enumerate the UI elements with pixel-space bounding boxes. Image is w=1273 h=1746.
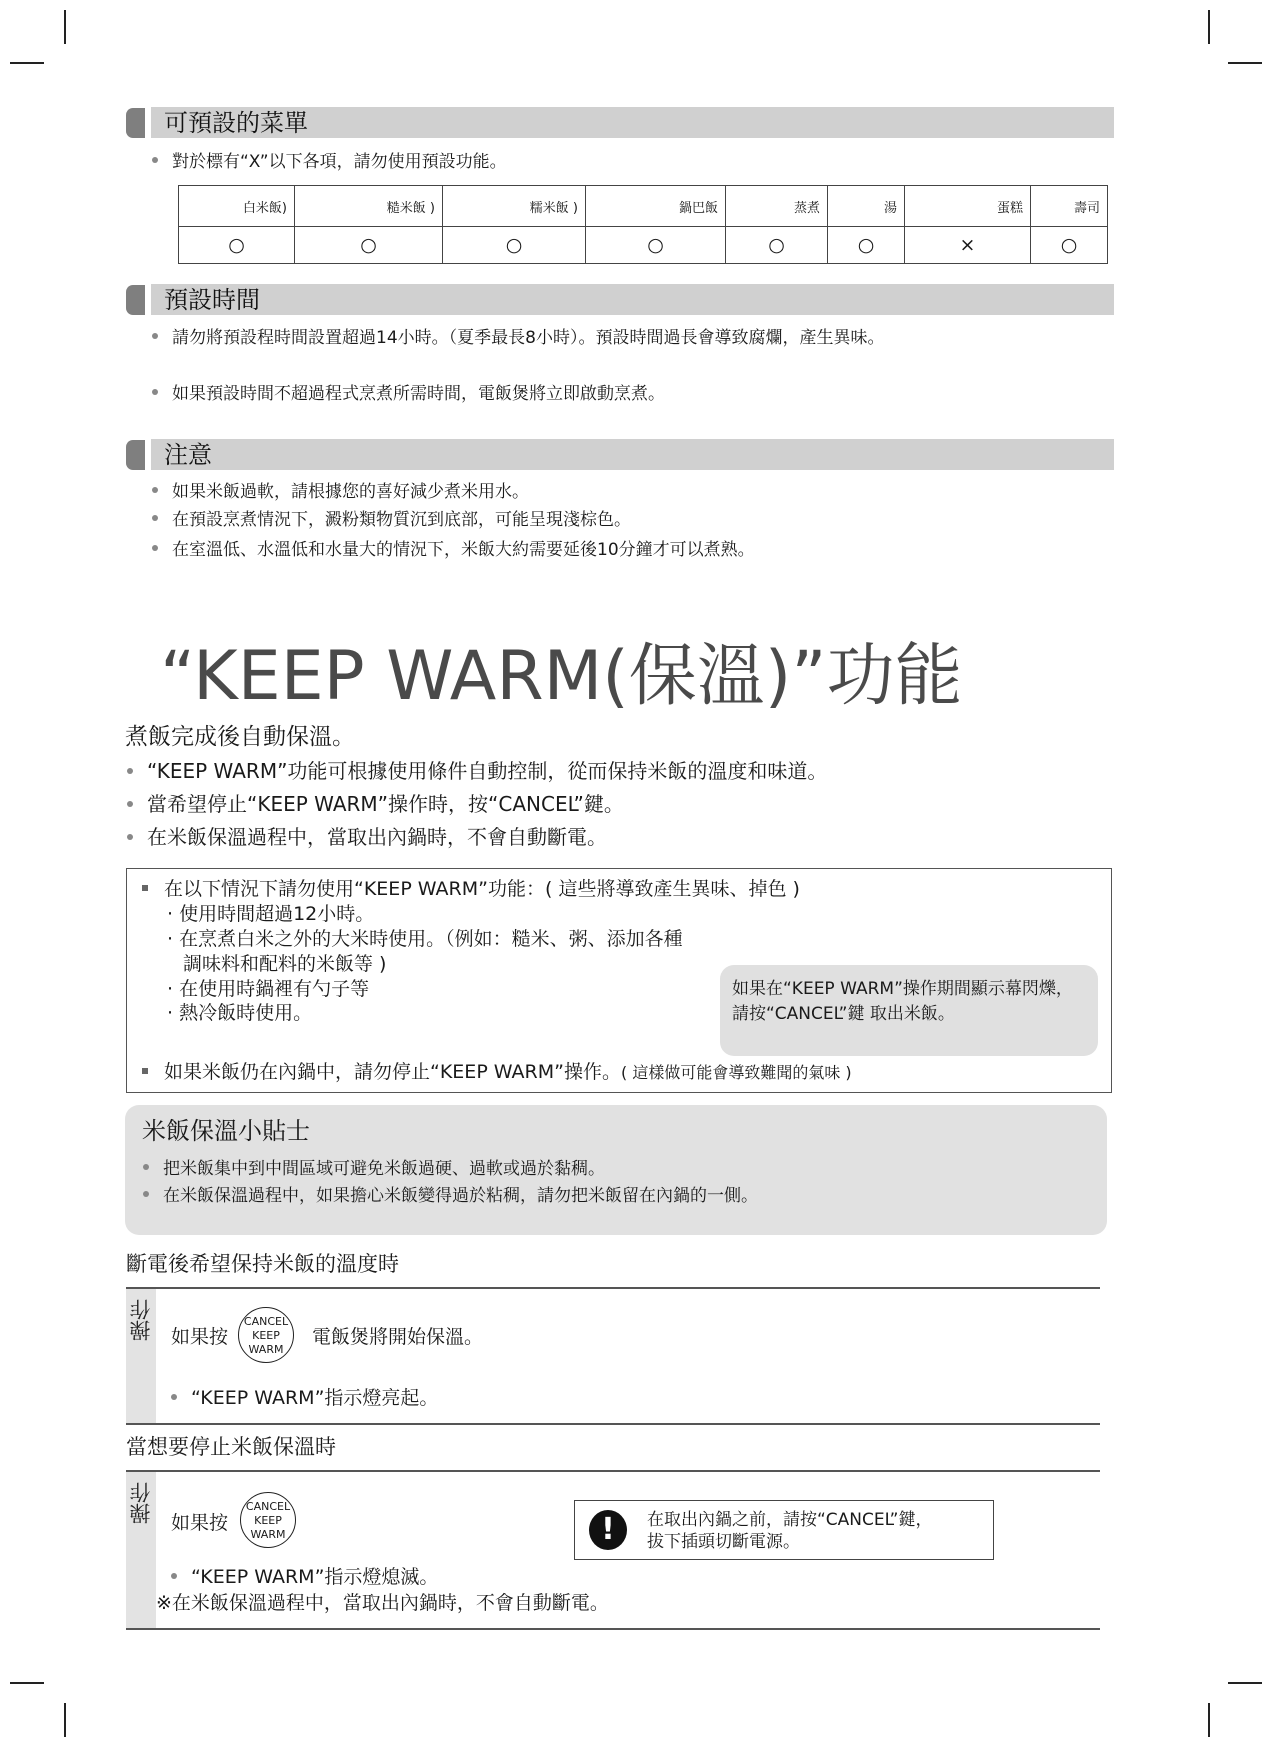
usage-warning-box — [126, 868, 1112, 1093]
bullet-item: 在室溫低、水溫低和水量大的情況下，米飯大約需要延後10分鐘才可以煮熟。 — [152, 538, 755, 562]
bullet-item: “KEEP WARM”指示燈熄滅。 — [171, 1564, 438, 1590]
tips-item: 把米飯集中到中間區域可避免米飯過硬、過軟或過於黏稠。 — [143, 1157, 605, 1181]
table-header: 鍋巴飯 — [586, 186, 726, 227]
section-title: 預設時間 — [164, 286, 260, 314]
bullet-item: 如果預設時間不超過程式烹煮所需時間，電飯煲將立即啟動烹煮。 — [152, 382, 665, 406]
unplug-warning-box — [574, 1500, 994, 1560]
callout-line: 請按“CANCEL”鍵 取出米飯。 — [732, 1004, 955, 1024]
box-line: 如果米飯仍在內鍋中，請勿停止“KEEP WARM”操作。( 這樣做可能會導致難聞的氣味 ) — [142, 1059, 852, 1086]
crop-mark — [10, 1682, 44, 1684]
crop-mark — [64, 10, 66, 44]
bullet-item: “KEEP WARM”指示燈亮起。 — [171, 1385, 438, 1411]
operation-block-start — [126, 1287, 1100, 1425]
warning-line: 在取出內鍋之前，請按“CANCEL”鍵， — [647, 1510, 933, 1530]
instruction-text: 如果按 — [171, 1512, 229, 1534]
page-title: “KEEP WARM(保溫)”功能 — [160, 637, 963, 716]
bullet-item: 請勿將預設程時間設置超過14小時。（夏季最長8小時）。預設時間過長會導致腐爛，產生異味。 — [152, 326, 884, 350]
box-line: · 熱冷飯時使用。 — [167, 1002, 313, 1024]
subtitle: 煮飯完成後自動保溫。 — [125, 724, 355, 750]
callout-line: 如果在“KEEP WARM”操作期間顯示幕閃爍， — [732, 979, 1073, 999]
box-line: 在以下情況下請勿使用“KEEP WARM”功能：( 這些將導致產生異味、掉色 ) — [142, 876, 800, 902]
table-header: 壽司 — [1031, 186, 1108, 227]
bullet-item: 如果米飯過軟，請根據您的喜好減少煮米用水。 — [152, 480, 529, 504]
tips-item: 在米飯保溫過程中，如果擔心米飯變得過於粘稠，請勿把米飯留在內鍋的一側。 — [143, 1184, 758, 1208]
table-header: 糙米飯 ) — [295, 186, 443, 227]
operation-heading: 斷電後希望保持米飯的溫度時 — [126, 1252, 399, 1276]
section-bar — [151, 284, 1114, 315]
table-header-row — [179, 186, 1108, 227]
table-cell: ○ — [1031, 227, 1108, 264]
table-header: 白米飯) — [179, 186, 295, 227]
bullet-item: “KEEP WARM”功能可根據使用條件自動控制，從而保持米飯的溫度和味道。 — [127, 757, 827, 785]
preset-menu-table — [178, 185, 1108, 264]
section-title: 可預設的菜單 — [164, 109, 308, 137]
tips-panel — [125, 1105, 1107, 1235]
instruction-text: 如果按 — [171, 1326, 229, 1348]
footnote: ※在米飯保溫過程中，當取出內鍋時，不會自動斷電。 — [156, 1592, 609, 1614]
section-header-caution — [126, 438, 1114, 470]
operation-heading: 當想要停止米飯保溫時 — [126, 1435, 336, 1459]
box-line: · 在烹煮白米之外的大米時使用。（例如：糙米、粥、添加各種 — [167, 928, 683, 950]
section-tab — [126, 285, 145, 315]
section-header-preset-time — [126, 283, 1114, 315]
box-line: · 在使用時鍋裡有勺子等 — [167, 978, 370, 1000]
section-tab — [126, 108, 145, 138]
table-cell: ○ — [586, 227, 726, 264]
crop-mark — [1228, 62, 1262, 64]
crop-mark — [64, 1703, 66, 1737]
table-header: 蛋糕 — [905, 186, 1031, 227]
crop-mark — [1208, 1703, 1210, 1737]
cancel-keep-warm-button-icon: CANCEL KEEP WARM — [238, 1307, 294, 1363]
operation-side-label: 操作 — [126, 1289, 156, 1423]
table-cell: ○ — [295, 227, 443, 264]
box-line: 調味料和配料的米飯等 ) — [183, 953, 387, 975]
tips-title: 米飯保溫小貼士 — [142, 1117, 310, 1145]
table-cell: ○ — [828, 227, 905, 264]
warning-line: 拔下插頭切斷電源。 — [647, 1532, 800, 1552]
instruction-text: 電飯煲將開始保溫。 — [312, 1326, 484, 1348]
crop-mark — [1208, 10, 1210, 44]
bullet-note: 對於標有“X”以下各項，請勿使用預設功能。 — [152, 150, 507, 174]
section-title: 注意 — [164, 441, 212, 469]
section-tab — [126, 440, 145, 470]
section-bar — [151, 439, 1114, 470]
table-cell: × — [905, 227, 1031, 264]
callout-note — [720, 965, 1098, 1056]
table-header: 糯米飯 ) — [443, 186, 586, 227]
table-header: 蒸煮 — [726, 186, 828, 227]
box-line: · 使用時間超過12小時。 — [167, 903, 375, 925]
table-cell: ○ — [443, 227, 586, 264]
operation-side-label: 操作 — [126, 1472, 156, 1628]
crop-mark — [1228, 1682, 1262, 1684]
bullet-item: 在米飯保溫過程中，當取出內鍋時，不會自動斷電。 — [127, 823, 607, 851]
bullet-item: 在預設烹煮情況下，澱粉類物質沉到底部，可能呈現淺棕色。 — [152, 508, 631, 532]
bullet-item: 當希望停止“KEEP WARM”操作時，按“CANCEL”鍵。 — [127, 790, 624, 818]
table-cell: ○ — [179, 227, 295, 264]
section-header-presettable-menu — [126, 106, 1114, 138]
table-row — [179, 227, 1108, 264]
cancel-keep-warm-button-icon: CANCEL KEEP WARM — [240, 1492, 296, 1548]
crop-mark — [10, 62, 44, 64]
table-header: 湯 — [828, 186, 905, 227]
table-cell: ○ — [726, 227, 828, 264]
exclamation-icon: ! — [589, 1510, 627, 1550]
